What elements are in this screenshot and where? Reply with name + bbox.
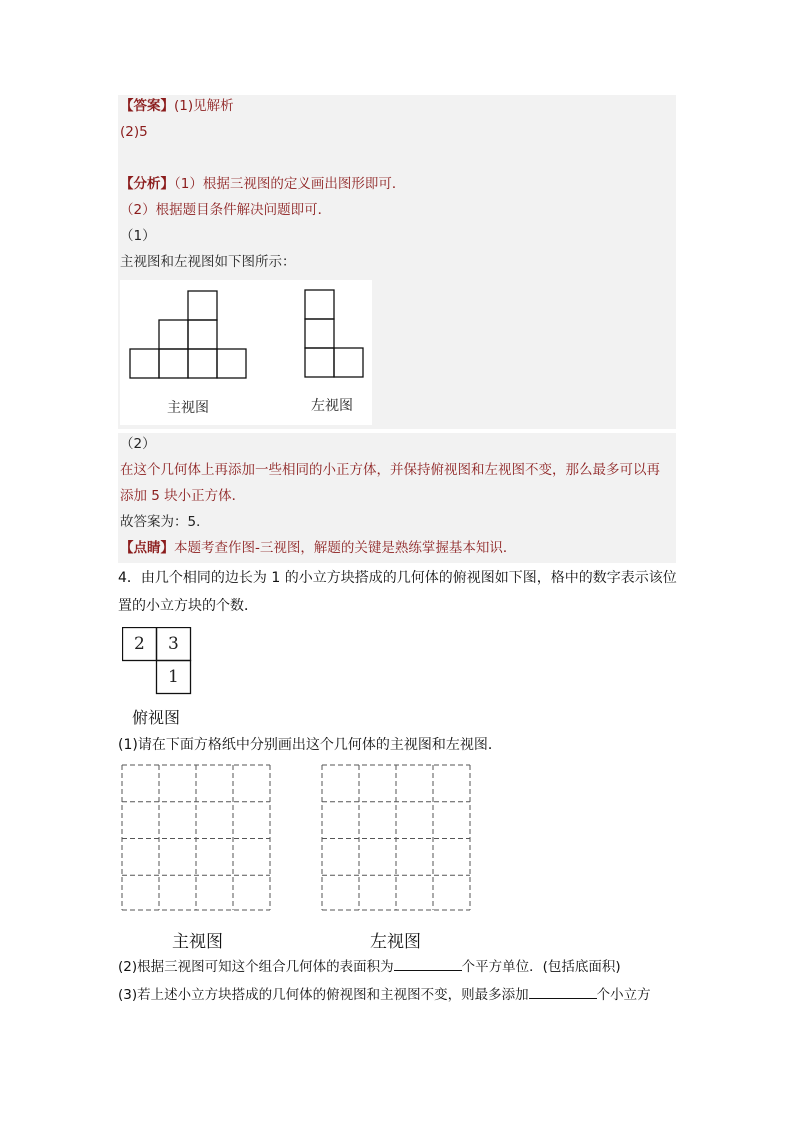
- answer-row-bg: [118, 121, 676, 147]
- answer-row-bg: [118, 225, 676, 251]
- q4-sub1: (1)请在下面方格纸中分别画出这个几何体的主视图和左视图．: [118, 737, 502, 753]
- front-view-cell: [188, 291, 217, 320]
- grid-left-label: 左视图: [370, 932, 421, 952]
- top-view-cell-value: 3: [168, 634, 179, 654]
- q4-sub2-before: (2)根据三视图可知这个组合几何体的表面积为: [118, 959, 394, 975]
- step2-text-a: 在这个几何体上再添加一些相同的小正方体，并保持俯视图和左视图不变，那么最多可以再: [120, 462, 660, 478]
- q4-sub3: [118, 984, 651, 1005]
- solution-figure: [120, 280, 372, 425]
- answer-blank-max-cubes[interactable]: [529, 984, 597, 999]
- left-view-cell: [305, 290, 334, 319]
- analysis-line2: （2）根据题目条件解决问题即可．: [120, 202, 332, 218]
- front-view-cell: [159, 349, 188, 378]
- front-view-grid-paper[interactable]: [120, 763, 272, 912]
- top-view-diagram: [122, 627, 192, 699]
- left-view-cell: [305, 319, 334, 348]
- front-view-cell: [217, 349, 246, 378]
- answer-line: [120, 96, 234, 116]
- analysis-line1: [120, 174, 405, 194]
- step2-text-b: 添加 5 块小正方体．: [120, 488, 246, 504]
- step1-text: 主视图和左视图如下图所示：: [120, 254, 296, 270]
- top-view-cell-value: 1: [168, 667, 179, 687]
- top-view-cell-value: 2: [134, 634, 145, 654]
- step2-label: （2）: [120, 436, 156, 452]
- front-view-cell: [188, 320, 217, 349]
- answer-part1: (1)见解析: [174, 98, 234, 114]
- answer-row-bg: [118, 147, 676, 173]
- answer-part2: (2)5: [120, 124, 148, 140]
- front-view-cell: [130, 349, 159, 378]
- top-view-label: 俯视图: [132, 708, 181, 727]
- front-view-cell: [159, 320, 188, 349]
- answer-blank-surface-area[interactable]: [394, 956, 462, 971]
- q4-sub3-before: (3)若上述小立方块搭成的几何体的俯视图和主视图不变，则最多添加: [118, 987, 529, 1003]
- front-view-label: 主视图: [167, 400, 209, 416]
- comment-tag: 【点睛】: [120, 540, 174, 556]
- left-view-grid-paper[interactable]: [320, 763, 472, 912]
- comment-line: [120, 538, 516, 558]
- left-view-cell: [305, 348, 334, 377]
- left-view-label: 左视图: [311, 398, 353, 414]
- grid-front-label: 主视图: [172, 932, 223, 952]
- q4-line2: 置的小立方块的个数．: [118, 598, 258, 614]
- left-view-cell: [334, 348, 363, 377]
- comment-text: 本题考查作图-三视图，解题的关键是熟练掌握基本知识．: [174, 540, 517, 556]
- q4-line1: 4．由几个相同的边长为 1 的小立方块搭成的几何体的俯视图如下图，格中的数字表示该位: [118, 570, 677, 586]
- front-view-cell: [188, 349, 217, 378]
- analysis-text1: （1）根据三视图的定义画出图形即可．: [174, 176, 406, 192]
- conclusion: 故答案为：5．: [120, 514, 210, 530]
- step1-label: （1）: [120, 228, 156, 244]
- answer-row-bg: [118, 433, 676, 459]
- analysis-tag: 【分析】: [120, 176, 174, 192]
- q4-sub2-after: 个平方单位．(包括底面积): [461, 959, 621, 975]
- top-view-grid: [122, 627, 192, 695]
- q4-sub2: [118, 956, 621, 977]
- answer-tag: 【答案】: [120, 98, 174, 114]
- q4-sub3-after: 个小立方: [596, 987, 651, 1003]
